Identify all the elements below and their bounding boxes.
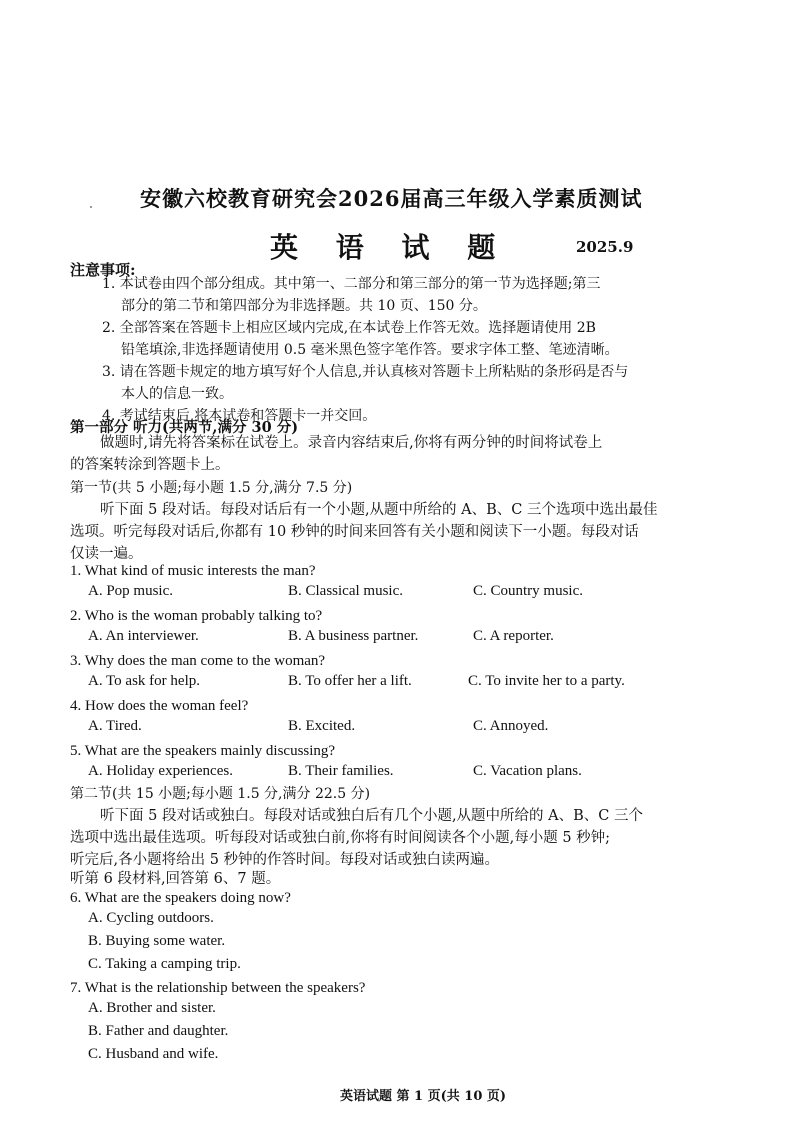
- q2-option-b: B. A business partner.: [288, 628, 419, 644]
- notice-item-4-line-1: 4. 考试结束后,将本试卷和答题卡一并交回。: [102, 408, 377, 424]
- section1-heading: 第一节(共 5 小题;每小题 1.5 分,满分 7.5 分): [70, 480, 353, 496]
- part1-intro-line-2: 的答案转涂到答题卡上。: [70, 457, 230, 473]
- notice-item-3: [102, 361, 662, 405]
- q4-option-c: C. Annoyed.: [473, 718, 549, 734]
- q1-option-a: A. Pop music.: [88, 583, 174, 599]
- notice-list: [102, 273, 662, 427]
- question-2: 2. Who is the woman probably talking to?: [70, 608, 323, 624]
- section1-intro-line-3: 仅读一遍。: [70, 546, 143, 562]
- notice-item-2-line-1: 2. 全部答案在答题卡上相应区域内完成,在本试卷上作答无效。选择题请使用 2B: [102, 320, 596, 336]
- q7-option-a: A. Brother and sister.: [88, 1000, 216, 1016]
- question-1: 1. What kind of music interests the man?: [70, 563, 316, 579]
- question-3: 3. Why does the man come to the woman?: [70, 653, 326, 669]
- notice-item-2: [102, 317, 662, 361]
- section2-intro-line-1: 听下面 5 段对话或独白。每段对话或独白后有几个小题,从题中所给的 A、B、C 三个: [100, 808, 643, 824]
- q5-option-c: C. Vacation plans.: [473, 763, 582, 779]
- section2-intro-line-3: 听完后,各小题将给出 5 秒钟的作答时间。每段对话或独白读两遍。: [70, 852, 500, 868]
- q7-option-c: C. Husband and wife.: [88, 1046, 219, 1062]
- notice-item-2-line-2: 铅笔填涂,非选择题请使用 0.5 毫米黑色签字笔作答。要求字体工整、笔迹清晰。: [121, 342, 619, 358]
- q5-option-b: B. Their families.: [288, 763, 394, 779]
- question-7: 7. What is the relationship between the speakers?: [70, 980, 366, 996]
- part1-intro-line-1: 做题时,请先将答案标在试卷上。录音内容结束后,你将有两分钟的时间将试卷上: [100, 435, 603, 451]
- q3-option-b: B. To offer her a lift.: [288, 673, 412, 689]
- q7-option-b: B. Father and daughter.: [88, 1023, 229, 1039]
- question-6: 6. What are the speakers doing now?: [70, 890, 291, 906]
- q4-option-b: B. Excited.: [288, 718, 356, 734]
- notice-item-1-line-2: 部分的第二节和第四部分为非选择题。共 10 页、150 分。: [121, 298, 487, 314]
- notice-item-3-line-1: 3. 请在答题卡规定的地方填写好个人信息,并认真核对答题卡上所粘贴的条形码是否与: [102, 364, 629, 380]
- q2-option-c: C. A reporter.: [473, 628, 554, 644]
- section2-heading: 第二节(共 15 小题;每小题 1.5 分,满分 22.5 分): [70, 786, 371, 802]
- q3-option-a: A. To ask for help.: [88, 673, 200, 689]
- section1-intro-line-2: 选项。听完每段对话后,你都有 10 秒钟的时间来回答有关小题和阅读下一小题。每段对话: [70, 524, 639, 540]
- q6-option-b: B. Buying some water.: [88, 933, 226, 949]
- q4-option-a: A. Tired.: [88, 718, 142, 734]
- page-footer: 英语试题 第 1 页(共 10 页): [340, 1089, 507, 1104]
- notice-item-1-line-1: 1. 本试卷由四个部分组成。其中第一、二部分和第三部分的第一节为选择题;第三: [102, 276, 601, 292]
- notice-heading: 注意事项:: [70, 261, 136, 279]
- q1-option-c: C. Country music.: [473, 583, 584, 599]
- notice-item-3-line-2: 本人的信息一致。: [121, 386, 233, 402]
- material-instruction: 听第 6 段材料,回答第 6、7 题。: [70, 871, 281, 887]
- exam-title: 安徽六校教育研究会2026届高三年级入学素质测试: [140, 186, 643, 211]
- section1-intro-line-1: 听下面 5 段对话。每段对话后有一个小题,从题中所给的 A、B、C 三个选项中选出最佳: [100, 502, 658, 518]
- question-4: 4. How does the woman feel?: [70, 698, 249, 714]
- q5-option-a: A. Holiday experiences.: [88, 763, 233, 779]
- q1-option-b: B. Classical music.: [288, 583, 403, 599]
- q2-option-a: A. An interviewer.: [88, 628, 199, 644]
- q6-option-a: A. Cycling outdoors.: [88, 910, 214, 926]
- notice-item-1: [102, 273, 662, 317]
- scan-speck: [90, 206, 92, 208]
- part1-heading: 第一部分 听力(共两节,满分 30 分): [70, 419, 299, 436]
- section2-intro-line-2: 选项中选出最佳选项。听每段对话或独白前,你将有时间阅读各个小题,每小题 5 秒钟;: [70, 830, 611, 846]
- subject-title: 英 语 试 题: [270, 231, 510, 264]
- q6-option-c: C. Taking a camping trip.: [88, 956, 241, 972]
- q3-option-c: C. To invite her to a party.: [468, 673, 625, 689]
- question-5: 5. What are the speakers mainly discussing?: [70, 743, 336, 759]
- exam-date: 2025.9: [576, 238, 634, 256]
